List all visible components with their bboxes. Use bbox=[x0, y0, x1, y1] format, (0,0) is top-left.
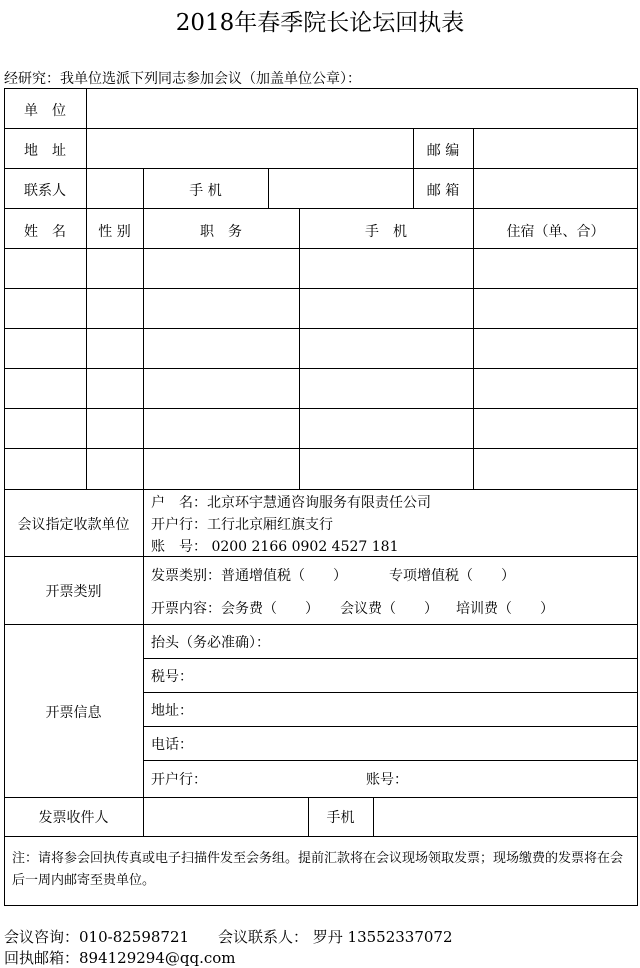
row-divider bbox=[4, 408, 638, 409]
header-phone: 手 机 bbox=[365, 224, 407, 240]
col-divider bbox=[86, 88, 87, 489]
col-divider bbox=[143, 168, 144, 489]
footer-contact: 会议联系人： 罗丹 13552337072 bbox=[218, 928, 453, 946]
row-divider bbox=[4, 368, 638, 369]
invoice-content-training-fee: 培训费（ ） bbox=[456, 601, 554, 617]
row-divider bbox=[4, 448, 638, 449]
row-divider bbox=[143, 726, 638, 727]
col-divider bbox=[299, 208, 300, 489]
row-divider bbox=[143, 760, 638, 761]
invoice-info-label: 开票信息 bbox=[45, 705, 102, 721]
payment-label: 会议指定收款单位 bbox=[17, 517, 130, 533]
invoice-address-field: 地址： bbox=[151, 703, 193, 719]
invoice-bank-field: 开户行： bbox=[151, 772, 207, 788]
invoice-type-special: 专项增值税（ ） bbox=[389, 568, 515, 584]
payment-bank: 开户行：工行北京厢红旗支行 bbox=[151, 517, 333, 533]
row-divider bbox=[4, 797, 638, 798]
contact-label: 联系人 bbox=[24, 183, 66, 199]
recipient-label: 发票收件人 bbox=[38, 810, 109, 826]
row-divider bbox=[4, 489, 638, 490]
invoice-content-meeting-service: 开票内容：会务费（ ） bbox=[151, 601, 319, 617]
col-divider bbox=[473, 128, 474, 208]
col-divider bbox=[268, 168, 269, 208]
invoice-content-meeting-fee: 会议费（ ） bbox=[340, 601, 438, 617]
row-divider bbox=[143, 658, 638, 659]
email-label: 邮 箱 bbox=[426, 183, 460, 199]
row-divider bbox=[4, 248, 638, 249]
invoice-account-field: 账号： bbox=[366, 772, 408, 788]
invoice-type-label: 开票类别 bbox=[45, 584, 102, 600]
tax-number-field: 税号： bbox=[151, 669, 193, 685]
address-label: 地 址 bbox=[24, 143, 66, 159]
invoice-phone-field: 电话： bbox=[151, 737, 193, 753]
row-divider bbox=[4, 836, 638, 837]
header-name: 姓 名 bbox=[24, 224, 66, 240]
row-divider bbox=[4, 556, 638, 557]
postcode-label: 邮 编 bbox=[426, 143, 460, 159]
row-divider bbox=[4, 128, 638, 129]
payment-account-no: 账 号： 0200 2166 0902 4527 181 bbox=[151, 539, 399, 555]
recipient-phone-label: 手机 bbox=[326, 810, 355, 826]
row-divider bbox=[4, 624, 638, 625]
row-divider bbox=[4, 168, 638, 169]
header-gender: 性 别 bbox=[98, 224, 131, 240]
col-divider bbox=[473, 208, 474, 489]
col-divider bbox=[143, 489, 144, 836]
row-divider bbox=[4, 328, 638, 329]
intro-text: 经研究：我单位选派下列同志参加会议（加盖单位公章）： bbox=[4, 71, 361, 87]
invoice-type-general: 发票类别：普通增值税（ ） bbox=[151, 568, 347, 584]
phone-label: 手 机 bbox=[189, 183, 222, 199]
invoice-title-field: 抬头（务必准确）： bbox=[151, 635, 270, 651]
row-divider bbox=[4, 208, 638, 209]
form-title: 2018年春季院长论坛回执表 bbox=[175, 10, 465, 36]
row-divider bbox=[143, 692, 638, 693]
unit-label: 单 位 bbox=[24, 103, 66, 119]
payment-account-name: 户 名：北京环宇慧通咨询服务有限责任公司 bbox=[151, 495, 431, 511]
col-divider bbox=[373, 797, 374, 836]
note-text: 注：请将参会回执传真或电子扫描件发至会务组。提前汇款将在会议现场领取发票；现场缴费的发票将在会后一周内邮寄至贵单位。 bbox=[12, 851, 624, 888]
header-accommodation: 住宿（单、合） bbox=[506, 224, 605, 240]
footer-consult: 会议咨询：010-82598721 bbox=[4, 928, 190, 946]
header-position: 职 务 bbox=[200, 224, 242, 240]
footer-email: 回执邮箱：894129294@qq.com bbox=[4, 949, 236, 967]
row-divider bbox=[4, 288, 638, 289]
